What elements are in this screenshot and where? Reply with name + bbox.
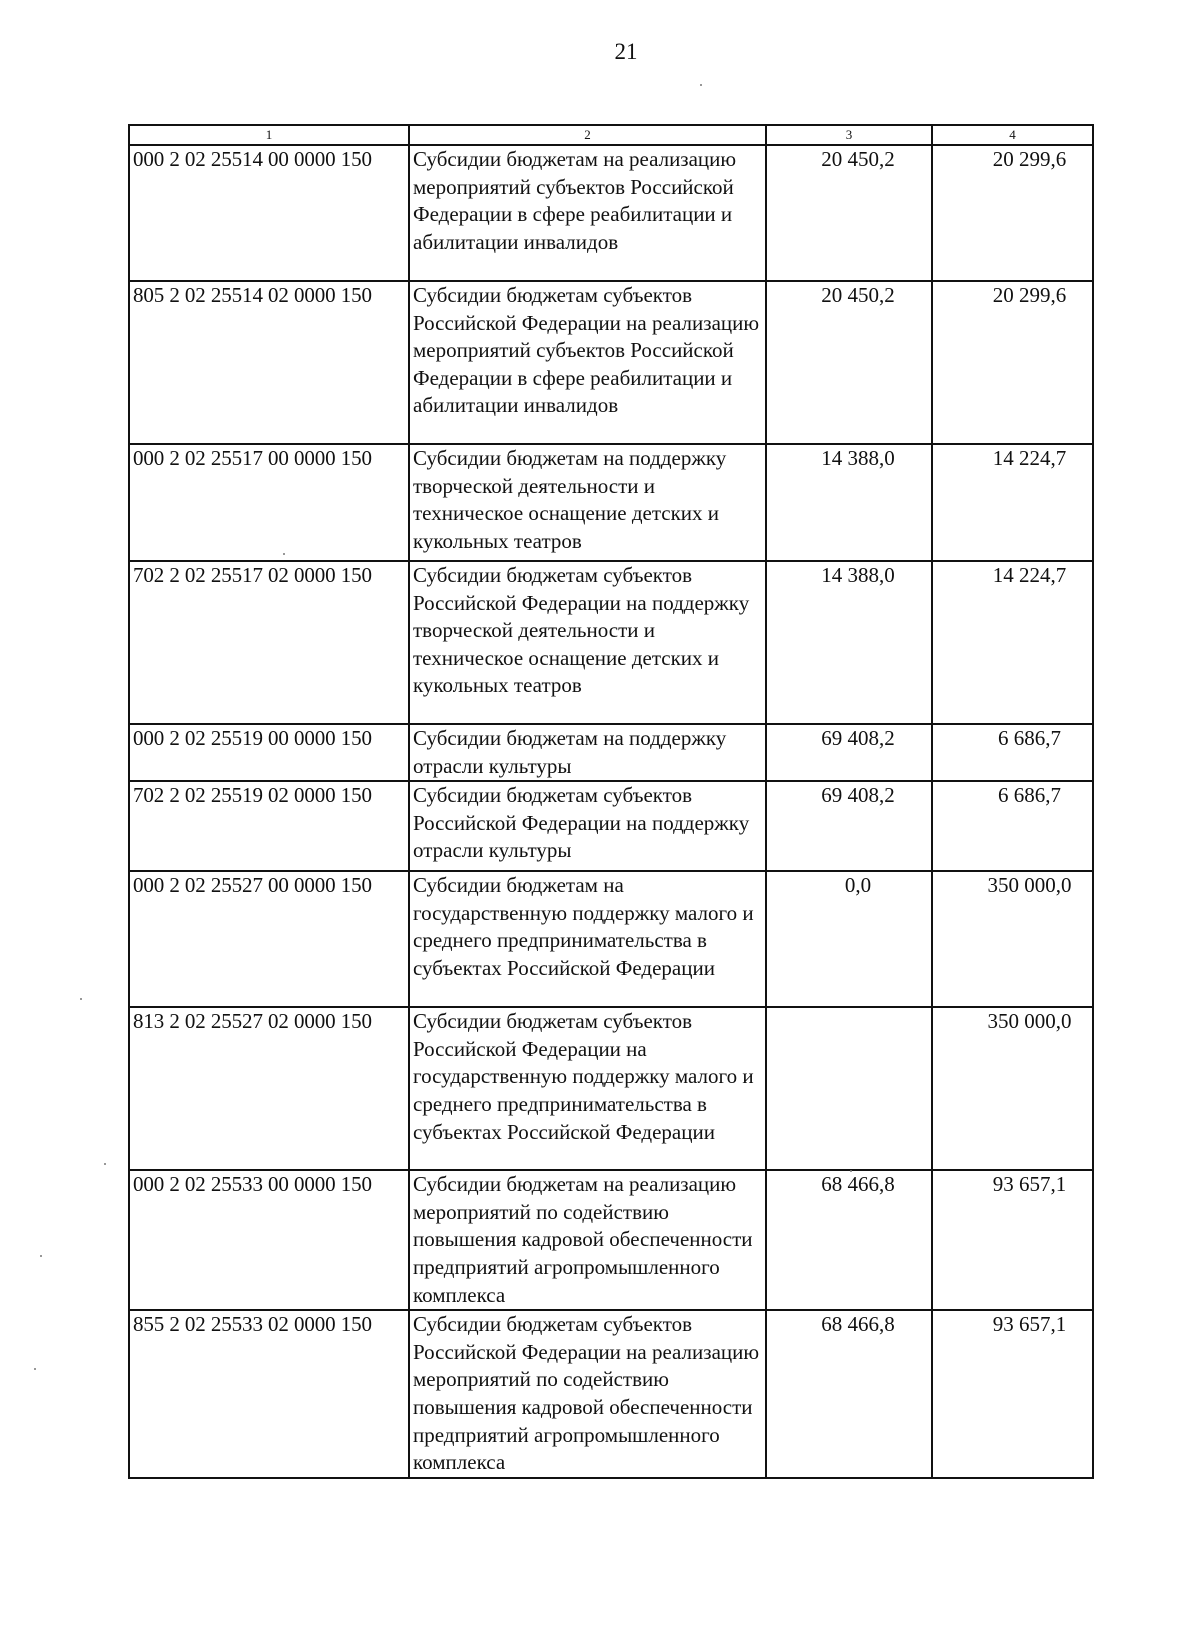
column-header-value-4: 4	[932, 125, 1093, 145]
table-row	[129, 561, 1093, 724]
scan-speck	[283, 553, 285, 555]
column-header-name: 2	[409, 125, 766, 145]
scan-speck	[34, 1368, 36, 1370]
row-value-3: 14 388,0	[766, 561, 932, 724]
row-value-3: 69 408,2	[766, 781, 932, 871]
table-row	[129, 281, 1093, 444]
row-name: Субсидии бюджетам субъектов Российской Федерации на реализацию мероприятий субъектов Российской Федерации в сфере реабилитации и абилитации инвалидов	[409, 281, 766, 444]
row-code: 000 2 02 25527 00 0000 150	[129, 871, 409, 1007]
table-row	[129, 781, 1093, 871]
row-value-4: 6 686,7	[932, 724, 1093, 781]
scan-speck	[850, 1170, 852, 1172]
row-value-3: 14 388,0	[766, 444, 932, 561]
row-name: Субсидии бюджетам субъектов Российской Федерации на реализацию мероприятий по содействию повышения кадровой обеспеченности предприятий агропромышленного комплекса	[409, 1310, 766, 1478]
row-code: 000 2 02 25514 00 0000 150	[129, 145, 409, 281]
row-name: Субсидии бюджетам субъектов Российской Федерации на государственную поддержку малого и среднего предпринимательства в субъектах Российской Федерации	[409, 1007, 766, 1170]
row-code: 702 2 02 25517 02 0000 150	[129, 561, 409, 724]
row-name: Субсидии бюджетам субъектов Российской Федерации на поддержку творческой деятельности и техническое оснащение детских и кукольных театров	[409, 561, 766, 724]
row-value-4: 93 657,1	[932, 1170, 1093, 1310]
scan-speck	[104, 1163, 106, 1165]
row-name: Субсидии бюджетам субъектов Российской Федерации на поддержку отрасли культуры	[409, 781, 766, 871]
table-row	[129, 1007, 1093, 1170]
row-value-3	[766, 1007, 932, 1170]
row-value-3: 20 450,2	[766, 281, 932, 444]
row-name: Субсидии бюджетам на поддержку отрасли культуры	[409, 724, 766, 781]
row-name: Субсидии бюджетам на поддержку творческой деятельности и техническое оснащение детских и кукольных театров	[409, 444, 766, 561]
row-value-4: 350 000,0	[932, 871, 1093, 1007]
table-header-row	[129, 125, 1093, 145]
table-row	[129, 145, 1093, 281]
row-code: 000 2 02 25517 00 0000 150	[129, 444, 409, 561]
row-value-3: 68 466,8	[766, 1310, 932, 1478]
table-row	[129, 1170, 1093, 1310]
row-name: Субсидии бюджетам на реализацию мероприятий по содействию повышения кадровой обеспеченности предприятий агропромышленного комплекса	[409, 1170, 766, 1310]
column-header-code: 1	[129, 125, 409, 145]
row-value-4: 350 000,0	[932, 1007, 1093, 1170]
table-row	[129, 1310, 1093, 1478]
row-code: 000 2 02 25533 00 0000 150	[129, 1170, 409, 1310]
row-value-3: 0,0	[766, 871, 932, 1007]
row-value-4: 14 224,7	[932, 561, 1093, 724]
row-value-4: 14 224,7	[932, 444, 1093, 561]
table-row	[129, 444, 1093, 561]
row-value-3: 20 450,2	[766, 145, 932, 281]
row-name: Субсидии бюджетам на реализацию мероприятий субъектов Российской Федерации в сфере реабилитации и абилитации инвалидов	[409, 145, 766, 281]
row-value-3: 68 466,8	[766, 1170, 932, 1310]
table-row	[129, 724, 1093, 781]
row-value-4: 93 657,1	[932, 1310, 1093, 1478]
column-header-value-3: 3	[766, 125, 932, 145]
row-value-4: 20 299,6	[932, 281, 1093, 444]
scan-speck	[40, 1255, 42, 1257]
row-value-4: 20 299,6	[932, 145, 1093, 281]
row-code: 702 2 02 25519 02 0000 150	[129, 781, 409, 871]
row-code: 000 2 02 25519 00 0000 150	[129, 724, 409, 781]
row-value-4: 6 686,7	[932, 781, 1093, 871]
row-name: Субсидии бюджетам на государственную поддержку малого и среднего предпринимательства в субъектах Российской Федерации	[409, 871, 766, 1007]
row-code: 855 2 02 25533 02 0000 150	[129, 1310, 409, 1478]
budget-table	[128, 124, 1094, 1479]
table-row	[129, 871, 1093, 1007]
page-number: 21	[614, 39, 638, 64]
row-code: 813 2 02 25527 02 0000 150	[129, 1007, 409, 1170]
scan-speck	[80, 998, 82, 1000]
row-value-3: 69 408,2	[766, 724, 932, 781]
scan-speck	[700, 84, 702, 86]
row-code: 805 2 02 25514 02 0000 150	[129, 281, 409, 444]
